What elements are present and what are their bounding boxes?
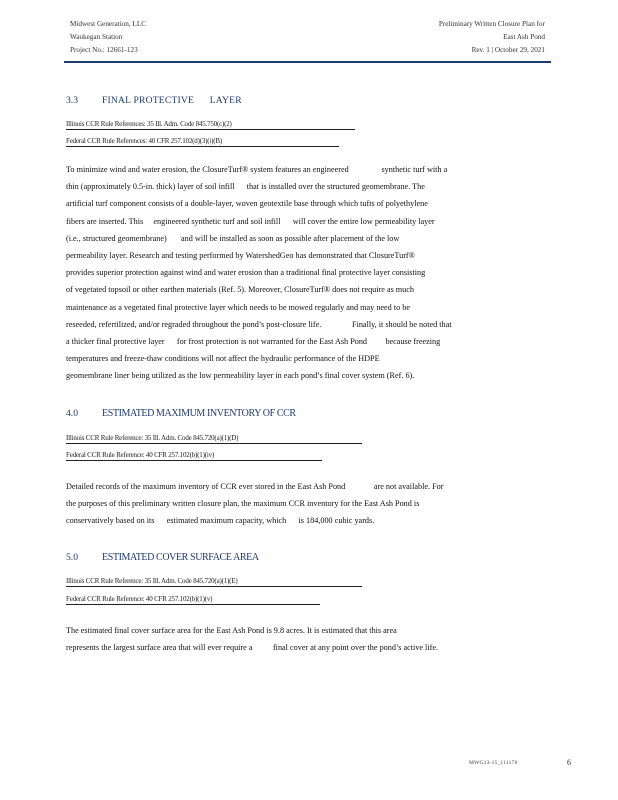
paragraph-line: a thicker final protective layer for frost protection is not warranted for the East Ash Pond because freezing [66,336,441,346]
paragraph-line: maintenance as a vegetated final protective layer which needs to be mowed regularly and may need to be [66,302,410,312]
rule-reference-federal: Federal CCR Rule References: 40 CFR 257.102(d)(3)(i)(B) [66,137,339,147]
section-number: 4.0 [66,408,78,419]
header-station: Waukegan Station [70,33,123,41]
rule-reference-illinois: Illinois CCR Rule Reference: 35 Ill. Adm. Code 845.720(a)(1)(E) [66,577,362,587]
section-paragraph [66,622,438,656]
paragraph-line: provides superior protection against wind and water erosion than a traditional final protective layer consisting [66,268,426,278]
paragraph-line: reseeded, refertilized, and/or regraded throughout the pond’s post-closure life. Finally, it should be noted that [66,319,452,329]
header-left [70,18,146,57]
header-company: Midwest Generation, LLC [70,20,147,28]
section-title: FINAL PROTECTIVE LAYER [102,95,242,106]
footer-document-code: MWG13-15_111170 [469,760,518,766]
header-doc-title: Preliminary Written Closure Plan for [438,20,545,28]
paragraph-line: fibers are inserted. This engineered synthetic turf and soil infill will cover the entire low permeability layer [66,216,435,226]
section-heading-4-0 [66,408,296,419]
paragraph-line: of vegetated topsoil or other earthen materials (Ref. 5). Moreover, ClosureTurf® does not require as much [66,285,414,295]
paragraph-line: The estimated final cover surface area for the East Ash Pond is 9.8 acres. It is estimated that this area [66,626,397,635]
paragraph-line: To minimize wind and water erosion, the ClosureTurf® system features an engineered synthetic turf with a [66,165,448,174]
section-heading-5-0 [66,552,259,563]
paragraph-line: artificial turf component consists of a double-layer, woven geotextile base through which tufts of polyethylene [66,199,428,209]
page-number: 6 [567,758,571,767]
section-number: 5.0 [66,552,78,563]
paragraph-line: the purposes of this preliminary written closure plan, the maximum CCR inventory for the East Ash Pond is [66,499,420,509]
header-divider [64,61,551,63]
paragraph-line: Detailed records of the maximum inventory of CCR ever stored in the East Ash Pond are not available. For [66,482,444,491]
rule-reference-illinois: Illinois CCR Rule References: 35 Ill. Adm. Code 845.750(c)(2) [66,120,355,130]
header-revision: Rev. 1 | October 29, 2021 [471,46,545,54]
header-right [439,18,545,57]
header-project-number: Project No.: 12661-123 [70,46,138,54]
section-number: 3.3 [66,95,78,106]
paragraph-line: permeability layer. Research and testing performed by WatershedGeo has demonstrated that ClosureTurf® [66,250,415,260]
rule-reference-illinois: Illinois CCR Rule Reference: 35 Ill. Adm. Code 845.720(a)(1)(D) [66,434,362,444]
section-title: ESTIMATED MAXIMUM INVENTORY OF CCR [102,408,296,419]
rule-reference-federal: Federal CCR Rule Reference: 40 CFR 257.102(b)(1)(v) [66,595,320,605]
section-title: ESTIMATED COVER SURFACE AREA [102,552,259,563]
paragraph-line: temperatures and freeze-thaw conditions will not affect the hydraulic performance of the HDPE [66,354,380,364]
section-paragraph [66,161,452,384]
rule-reference-federal: Federal CCR Rule Reference: 40 CFR 257.102(b)(1)(iv) [66,451,322,461]
paragraph-line: geomembrane liner being utilized as the low permeability layer in each pond’s final cover system (Ref. 6). [66,371,415,381]
paragraph-line: represents the largest surface area that will ever require a final cover at any point over the pond’s active life. [66,643,438,653]
section-heading-3-3 [66,95,242,106]
header-pond-name: East Ash Pond [503,33,545,41]
paragraph-line: conservatively based on its estimated maximum capacity, which is 184,000 cubic yards. [66,516,375,526]
paragraph-line: (i.e., structured geomembrane) and will be installed as soon as possible after placement of the low [66,233,400,243]
paragraph-line: thin (approximately 0.5-in. thick) layer of soil infill that is installed over the structured geomembrane. The [66,182,425,192]
section-paragraph [66,478,443,530]
